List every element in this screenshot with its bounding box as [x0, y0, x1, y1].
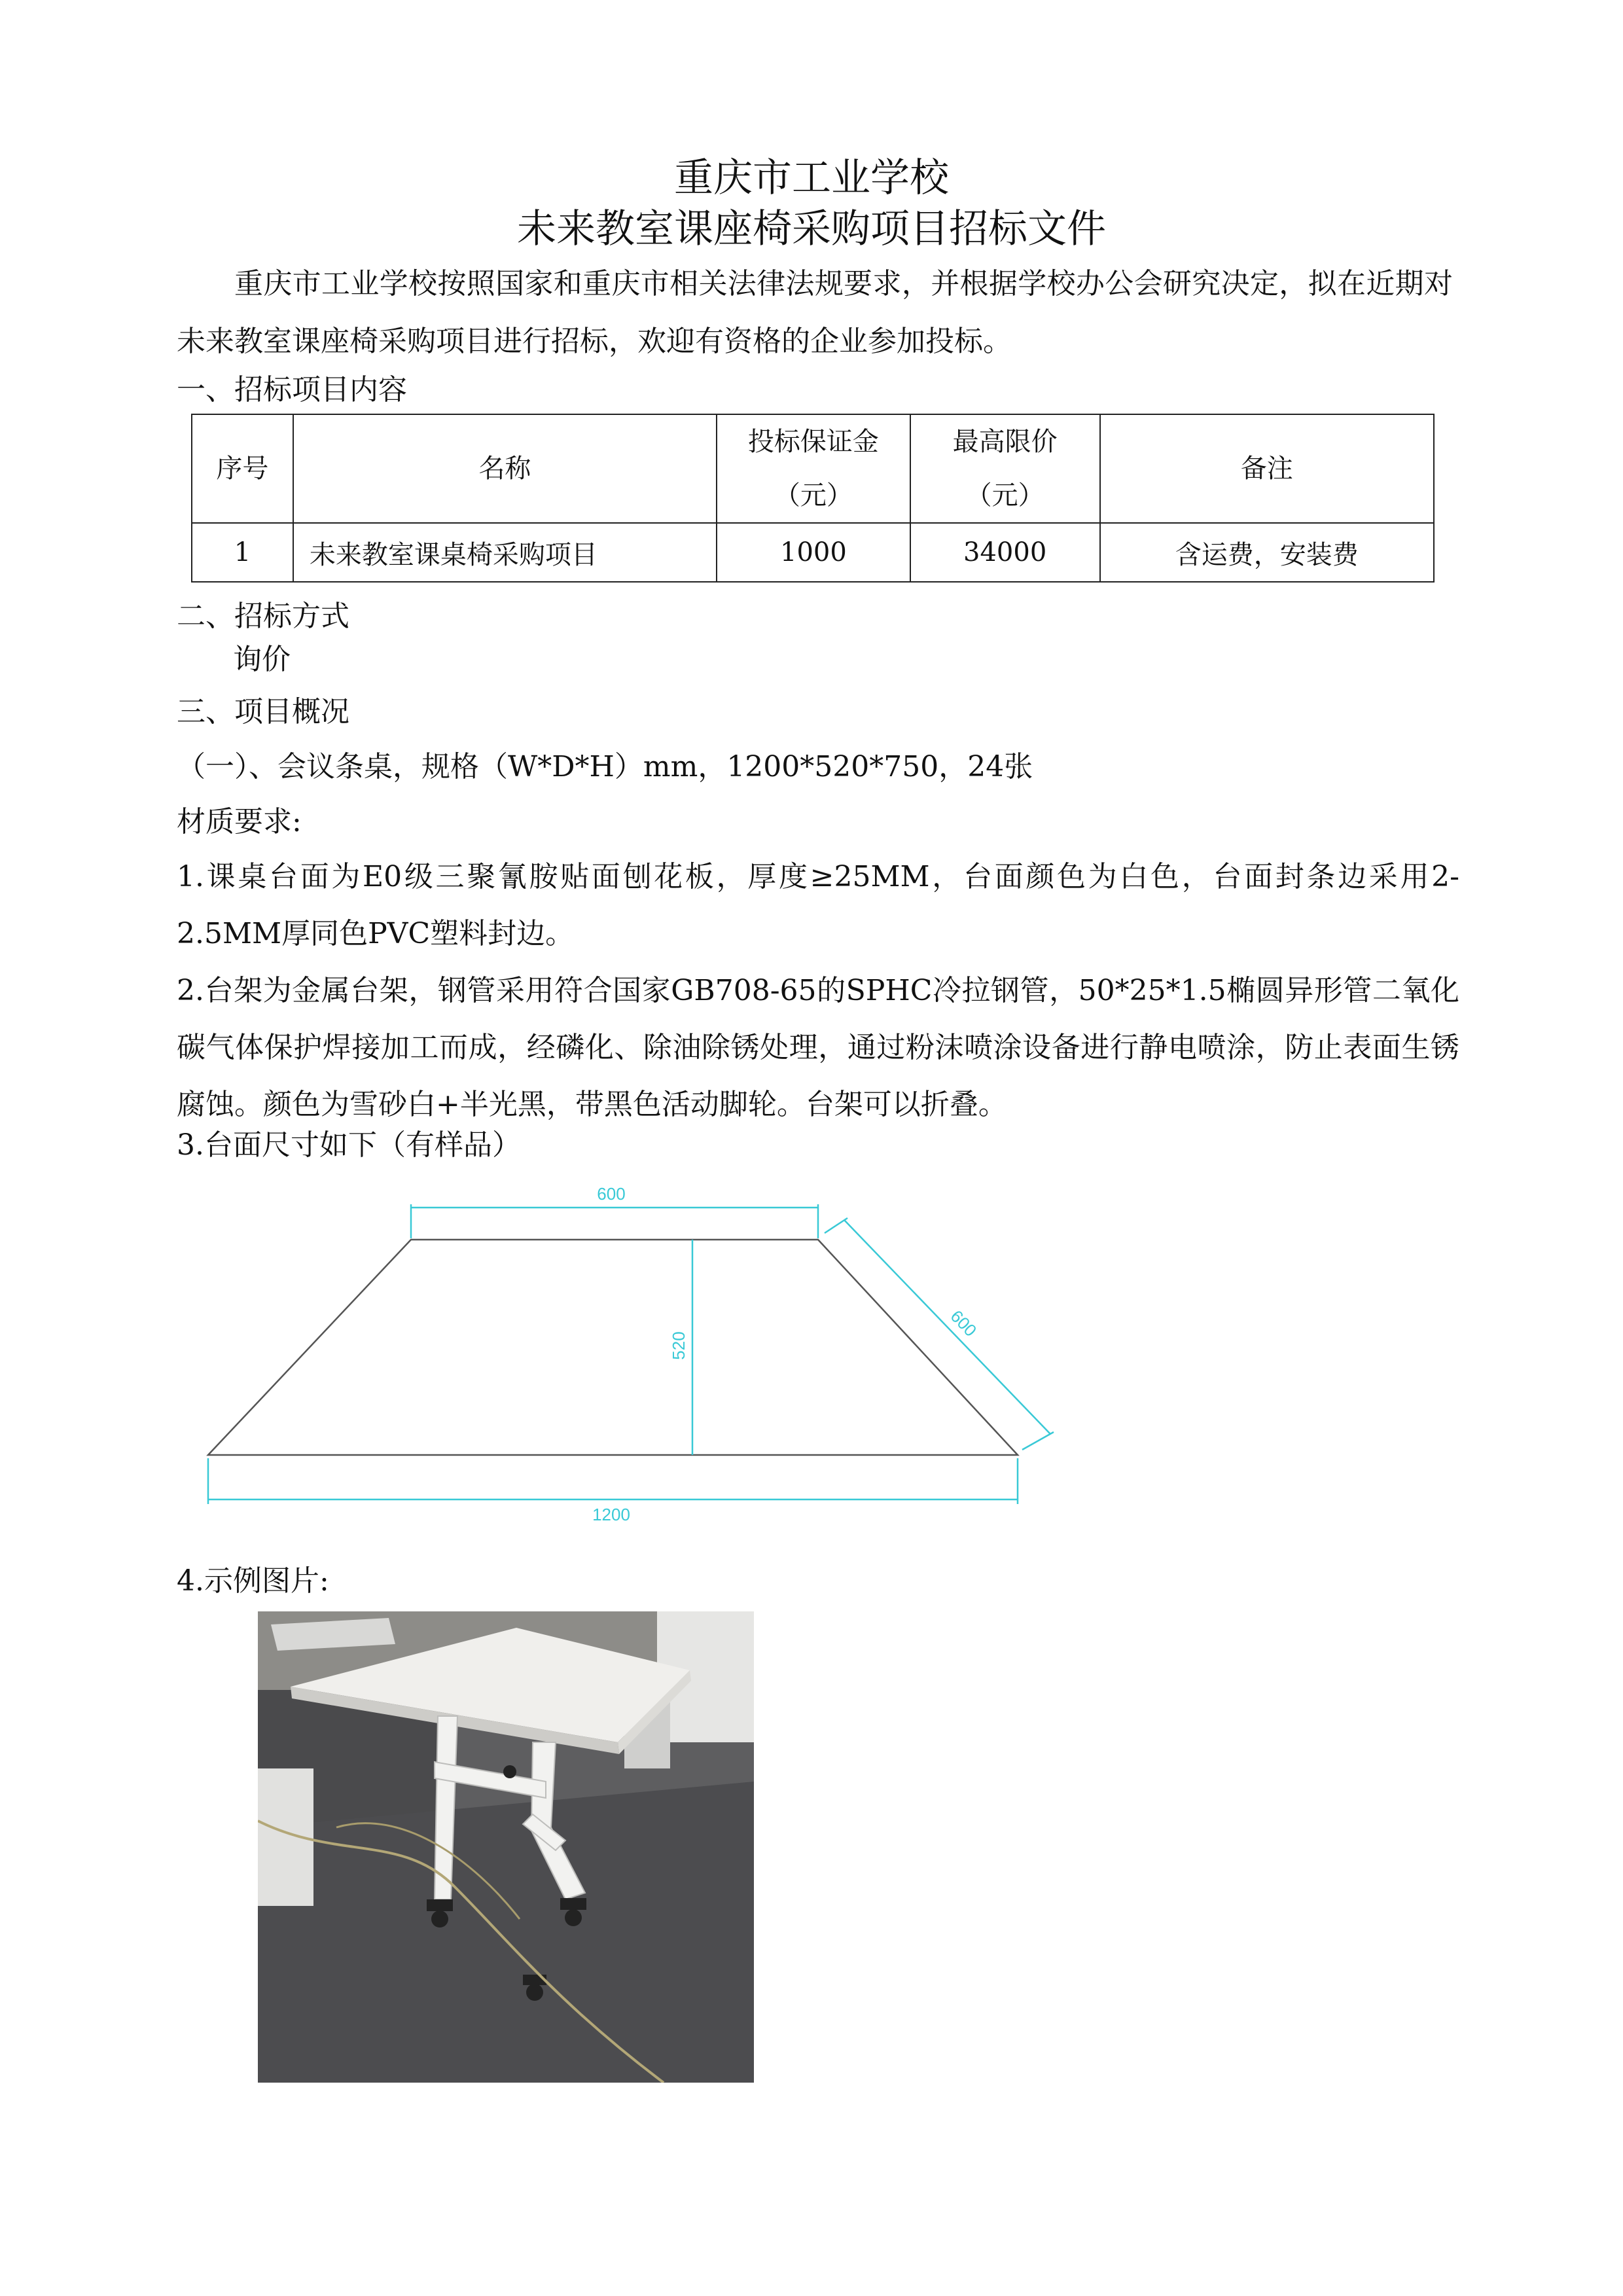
top-dim-label: 600	[597, 1184, 626, 1204]
tabletop-outline	[208, 1240, 1018, 1455]
header-max-price	[910, 414, 1100, 523]
document-title: 未来教室课座椅采购项目招标文件	[517, 206, 1106, 252]
header-deposit-line2: （元）	[774, 480, 853, 511]
header-note: 备注	[1100, 414, 1434, 523]
section2-heading: 二、招标方式	[177, 600, 349, 633]
cell-deposit: 1000	[717, 523, 910, 582]
section3-heading: 三、项目概况	[177, 695, 349, 728]
requirement-3: 3.台面尺寸如下（有样品）	[177, 1128, 521, 1162]
side-dim-label: 600	[946, 1306, 981, 1340]
header-no: 序号	[192, 414, 293, 523]
table-row	[192, 523, 1434, 582]
header-max-line1: 最高限价	[952, 427, 1058, 457]
header-deposit-line1: 投标保证金	[747, 427, 879, 457]
header-deposit	[717, 414, 910, 523]
cell-name: 未来教室课桌椅采购项目	[293, 523, 717, 582]
bottom-dim-label: 1200	[592, 1505, 630, 1524]
cell-max-price: 34000	[910, 523, 1100, 582]
school-title: 重庆市工业学校	[674, 155, 949, 201]
item-one-spec: （一）、会议条桌，规格（W*D*H）mm，1200*520*750，24张	[177, 750, 1033, 783]
section1-heading: 一、招标项目内容	[177, 373, 407, 406]
table-header-row	[192, 414, 1434, 523]
requirement-4: 4.示例图片:	[177, 1564, 329, 1598]
requirement-2: 2.台架为金属台架，钢管采用符合国家GB708-65的SPHC冷拉钢管，50*25*1.5椭圆异形管二氧化碳气体保护焊接加工而成，经磷化、除油除锈处理，通过粉沫喷涂设备进行静电喷涂，防止表面生锈腐蚀。颜色为雪砂白+半光黑，带黑色活动脚轮。台架可以折叠。	[177, 974, 1459, 1121]
bid-items-table	[191, 414, 1435, 583]
material-heading: 材质要求:	[177, 805, 302, 838]
bidding-method: 询价	[233, 643, 291, 676]
cell-no: 1	[192, 523, 293, 582]
tabletop-dimension-drawing	[0, 1165, 1623, 1532]
header-max-line2: （元）	[965, 480, 1044, 511]
side-dim-line	[844, 1220, 1050, 1434]
example-table-photo	[258, 1611, 754, 2083]
height-dim-label: 520	[669, 1331, 688, 1360]
side-dim-extension-bottom	[1022, 1432, 1054, 1450]
example-photo-illustration	[258, 1611, 754, 2083]
cell-note: 含运费，安装费	[1100, 523, 1434, 582]
header-name: 名称	[293, 414, 717, 523]
requirement-1: 1.课桌台面为E0级三聚氰胺贴面刨花板，厚度≥25MM，台面颜色为白色，台面封条边采用2-2.5MM厚同色PVC塑料封边。	[177, 860, 1459, 950]
intro-paragraph: 重庆市工业学校按照国家和重庆市相关法律法规要求，并根据学校办公会研究决定，拟在近期对未来教室课座椅采购项目进行招标，欢迎有资格的企业参加投标。	[177, 267, 1453, 358]
